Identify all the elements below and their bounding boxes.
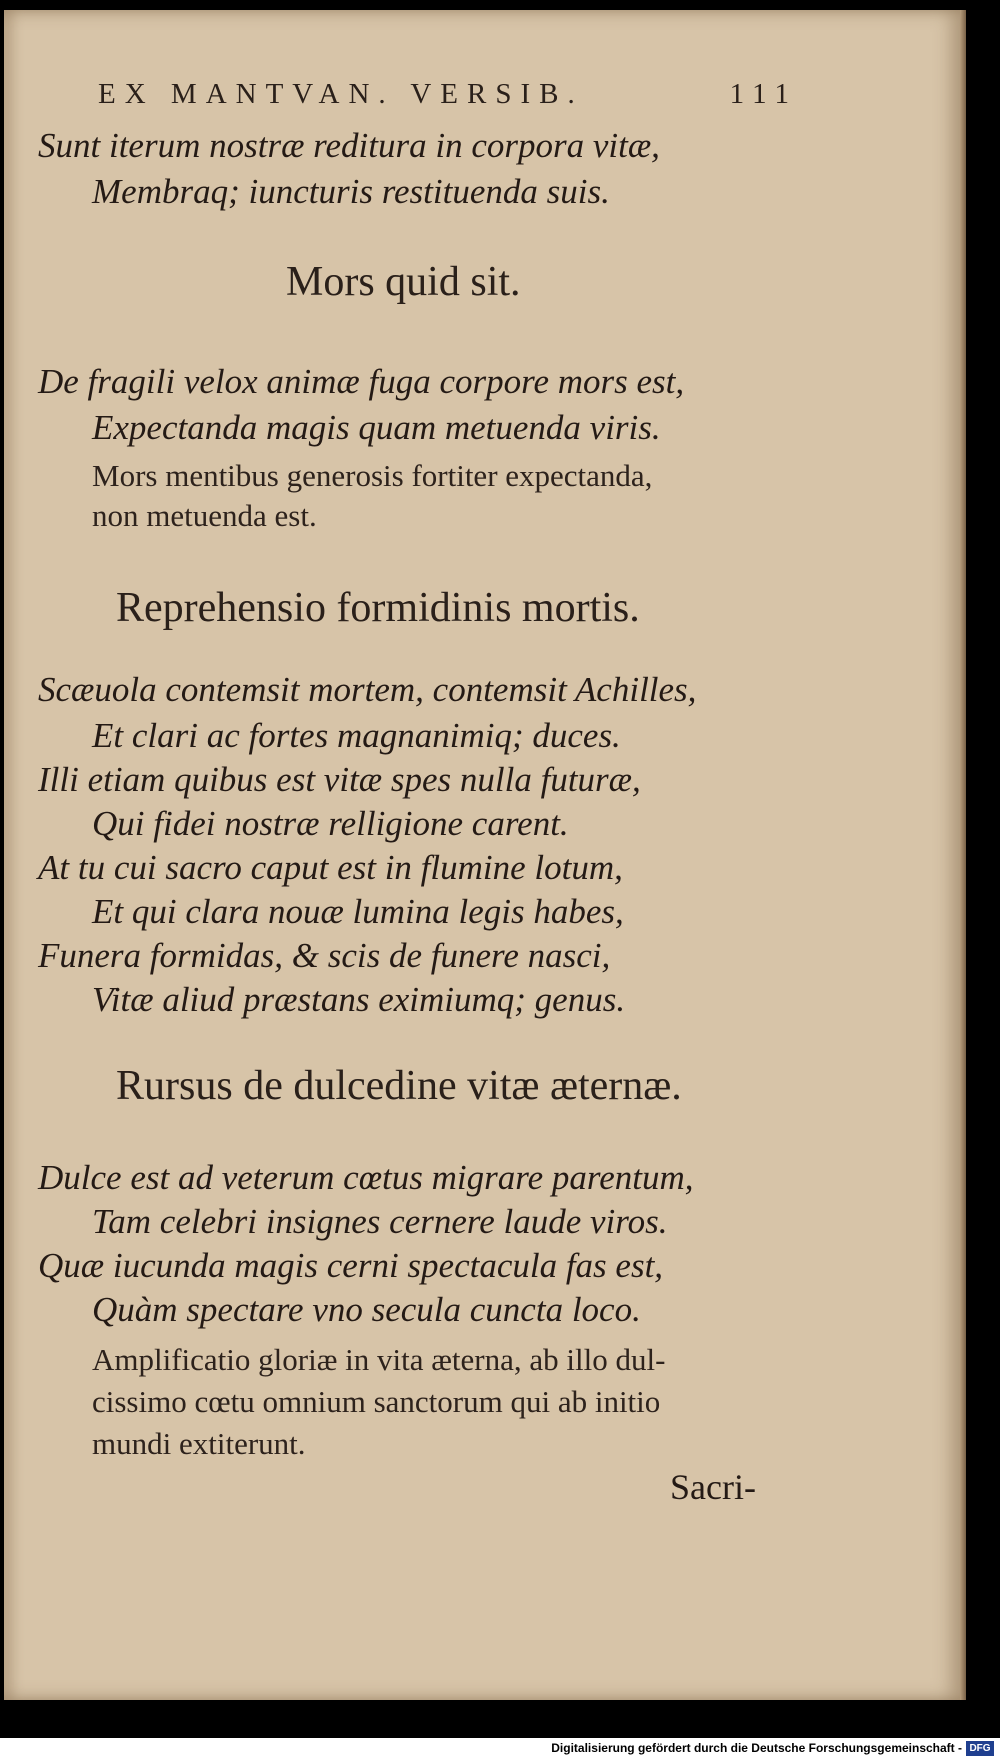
verse-line: Scæuola contemsit mortem, contemsit Achilles, [38,670,697,709]
page-edge [960,10,966,1700]
verse-line: Et clari ac fortes magnanimiq; duces. [92,716,621,755]
folio-number: 111 [729,78,798,110]
verse-line: Sunt iterum nostræ reditura in corpora vitæ, [38,126,660,165]
funding-credit: Digitalisierung gefördert durch die Deutsche Forschungsgemeinschaft - [551,1741,962,1755]
section-heading: Rursus de dulcedine vitæ æternæ. [116,1063,682,1109]
prose-line: Mors mentibus generosis fortiter expectanda, [92,458,653,493]
prose-line: Amplificatio gloriæ in vita æterna, ab illo dul- [92,1342,666,1377]
verse-line: Quæ iucunda magis cerni spectacula fas est, [38,1246,664,1285]
prose-line: non metuenda est. [92,498,317,533]
verse-line: Et qui clara nouæ lumina legis habes, [92,892,624,931]
prose-line: mundi extiterunt. [92,1426,306,1461]
section-heading: Reprehensio formidinis mortis. [116,585,640,631]
verse-line: Membraq; iuncturis restituenda suis. [92,172,610,211]
verse-line: Qui fidei nostræ relligione carent. [92,804,569,843]
verse-line: Expectanda magis quam metuenda viris. [92,408,661,447]
section-heading: Mors quid sit. [286,259,521,305]
catchword: Sacri- [670,1467,756,1507]
prose-line: cissimo cœtu omnium sanctorum qui ab initio [92,1384,661,1419]
verse-line: At tu cui sacro caput est in flumine lotum, [38,848,623,887]
running-title: EX MANTVAN. VERSIB. [98,78,584,110]
verse-line: De fragili velox animæ fuga corpore mors est, [38,362,685,401]
verse-line: Funera formidas, & scis de funere nasci, [38,936,611,975]
running-header [98,78,798,111]
verse-line: Quàm spectare vno secula cuncta loco. [92,1290,641,1329]
digitization-footer [0,1738,1000,1760]
verse-line: Illi etiam quibus est vitæ spes nulla futuræ, [38,760,641,799]
verse-line: Vitæ aliud præstans eximiumq; genus. [92,980,626,1019]
verse-line: Tam celebri insignes cernere laude viros. [92,1202,668,1241]
dfg-logo[interactable]: DFG [966,1741,994,1756]
verse-line: Dulce est ad veterum cœtus migrare parentum, [38,1158,694,1197]
